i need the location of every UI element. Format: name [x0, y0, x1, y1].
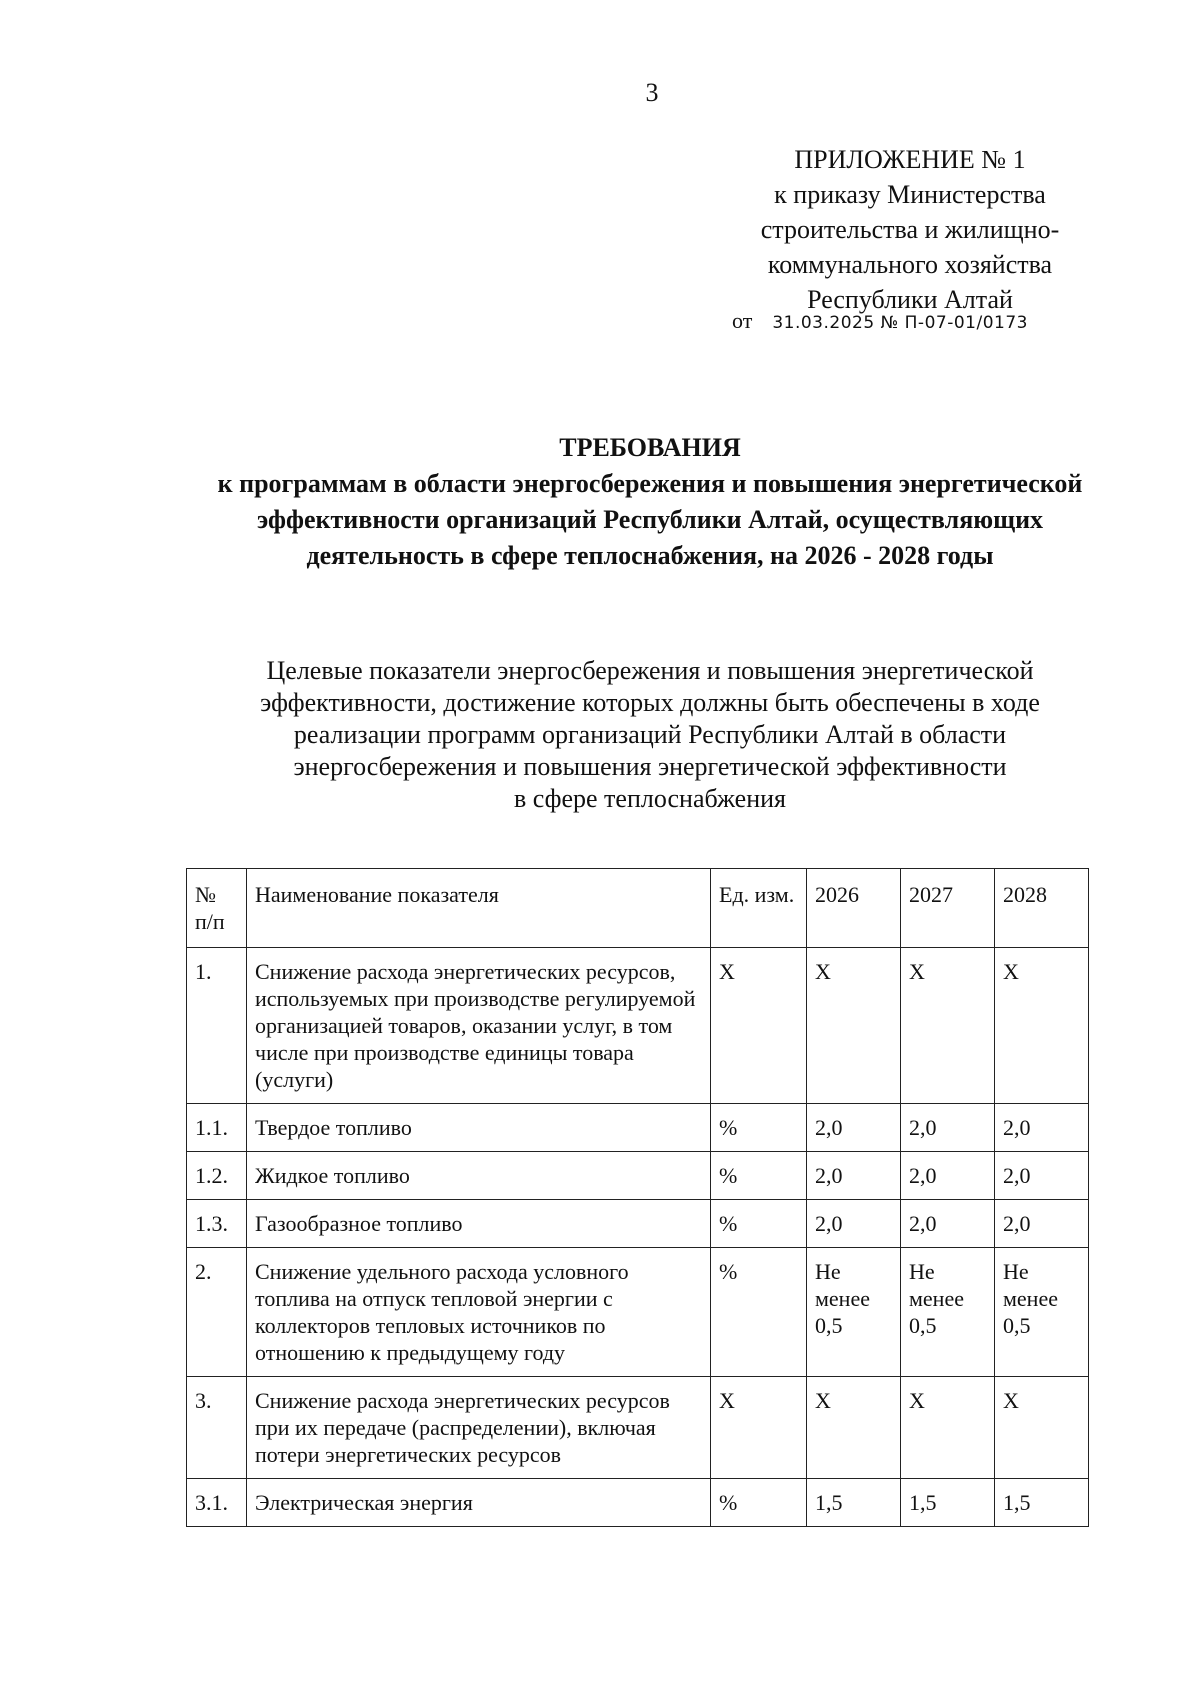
section-subtitle: [160, 655, 1140, 815]
subtitle-line: Целевые показатели энергосбережения и повышения энергетической: [266, 656, 1034, 685]
cell-name: Снижение удельного расхода условного топлива на отпуск тепловой энергии с коллекторов тепловых источников по отношению к предыдущему году: [247, 1248, 711, 1377]
indicators-table: [186, 868, 1089, 1527]
order-date: [732, 308, 1028, 334]
cell-2028: 2,0: [995, 1104, 1089, 1152]
cell-unit: X: [711, 1377, 807, 1479]
subtitle-line: реализации программ организаций Республики Алтай в области: [293, 720, 1007, 749]
cell-2027: X: [901, 1377, 995, 1479]
cell-2026: 1,5: [807, 1479, 901, 1527]
table-row: [187, 1377, 1089, 1479]
cell-2028: Не менее 0,5: [995, 1248, 1089, 1377]
title-line: эффективности организаций Республики Алтай, осуществляющих: [256, 505, 1044, 534]
cell-unit: %: [711, 1248, 807, 1377]
cell-2026: Не менее 0,5: [807, 1248, 901, 1377]
table-row: [187, 1104, 1089, 1152]
document-title: [150, 430, 1150, 574]
title-line: деятельность в сфере теплоснабжения, на 2026 - 2028 годы: [306, 541, 994, 570]
cell-num: 2.: [187, 1248, 247, 1377]
cell-2028: 1,5: [995, 1479, 1089, 1527]
appendix-line: коммунального хозяйства: [767, 250, 1053, 279]
header-name: Наименование показателя: [247, 869, 711, 948]
table-header-row: [187, 869, 1089, 948]
appendix-line: к приказу Министерства: [774, 180, 1046, 209]
appendix-line: строительства и жилищно-: [760, 215, 1060, 244]
cell-name: Жидкое топливо: [247, 1152, 711, 1200]
cell-num: 1.: [187, 948, 247, 1104]
table-row: [187, 1479, 1089, 1527]
cell-2027: 2,0: [901, 1104, 995, 1152]
page-number: 3: [645, 78, 659, 107]
cell-unit: %: [711, 1479, 807, 1527]
cell-unit: %: [711, 1152, 807, 1200]
cell-2027: 1,5: [901, 1479, 995, 1527]
cell-num: 1.2.: [187, 1152, 247, 1200]
cell-name: Электрическая энергия: [247, 1479, 711, 1527]
cell-2027: Не менее 0,5: [901, 1248, 995, 1377]
appendix-header: [700, 142, 1120, 317]
title-line: к программам в области энергосбережения и повышения энергетической: [217, 469, 1083, 498]
header-2027: 2027: [901, 869, 995, 948]
cell-2028: 2,0: [995, 1152, 1089, 1200]
cell-2027: X: [901, 948, 995, 1104]
table-row: [187, 948, 1089, 1104]
header-num: № п/п: [187, 869, 247, 948]
cell-num: 1.1.: [187, 1104, 247, 1152]
subtitle-line: энергосбережения и повышения энергетической эффективности: [293, 752, 1007, 781]
subtitle-line: эффективности, достижение которых должны быть обеспечены в ходе: [260, 688, 1040, 717]
cell-num: 3.: [187, 1377, 247, 1479]
table-row: [187, 1200, 1089, 1248]
date-prefix: от: [732, 308, 753, 333]
cell-2026: 2,0: [807, 1152, 901, 1200]
cell-name: Снижение расхода энергетических ресурсов при их передаче (распределении), включая потери энергетических ресурсов: [247, 1377, 711, 1479]
cell-2028: X: [995, 1377, 1089, 1479]
cell-num: 3.1.: [187, 1479, 247, 1527]
cell-num: 1.3.: [187, 1200, 247, 1248]
title-line: ТРЕБОВАНИЯ: [559, 433, 741, 462]
subtitle-line: в сфере теплоснабжения: [513, 784, 787, 813]
cell-2026: 2,0: [807, 1104, 901, 1152]
table-row: [187, 1152, 1089, 1200]
cell-unit: %: [711, 1200, 807, 1248]
order-number: 31.03.2025 № П-07-01/0173: [772, 313, 1028, 333]
table-row: [187, 1248, 1089, 1377]
cell-2028: X: [995, 948, 1089, 1104]
cell-unit: %: [711, 1104, 807, 1152]
cell-2026: 2,0: [807, 1200, 901, 1248]
cell-name: Твердое топливо: [247, 1104, 711, 1152]
cell-2027: 2,0: [901, 1152, 995, 1200]
cell-2027: 2,0: [901, 1200, 995, 1248]
cell-2026: X: [807, 948, 901, 1104]
appendix-line: Республики Алтай: [807, 285, 1013, 314]
cell-name: Газообразное топливо: [247, 1200, 711, 1248]
cell-2026: X: [807, 1377, 901, 1479]
header-2026: 2026: [807, 869, 901, 948]
cell-unit: X: [711, 948, 807, 1104]
appendix-line: ПРИЛОЖЕНИЕ № 1: [794, 145, 1026, 174]
cell-name: Снижение расхода энергетических ресурсов, используемых при производстве регулируемой организацией товаров, оказании услуг, в том числе при производстве единицы товара (услуги): [247, 948, 711, 1104]
header-2028: 2028: [995, 869, 1089, 948]
cell-2028: 2,0: [995, 1200, 1089, 1248]
header-unit: Ед. изм.: [711, 869, 807, 948]
